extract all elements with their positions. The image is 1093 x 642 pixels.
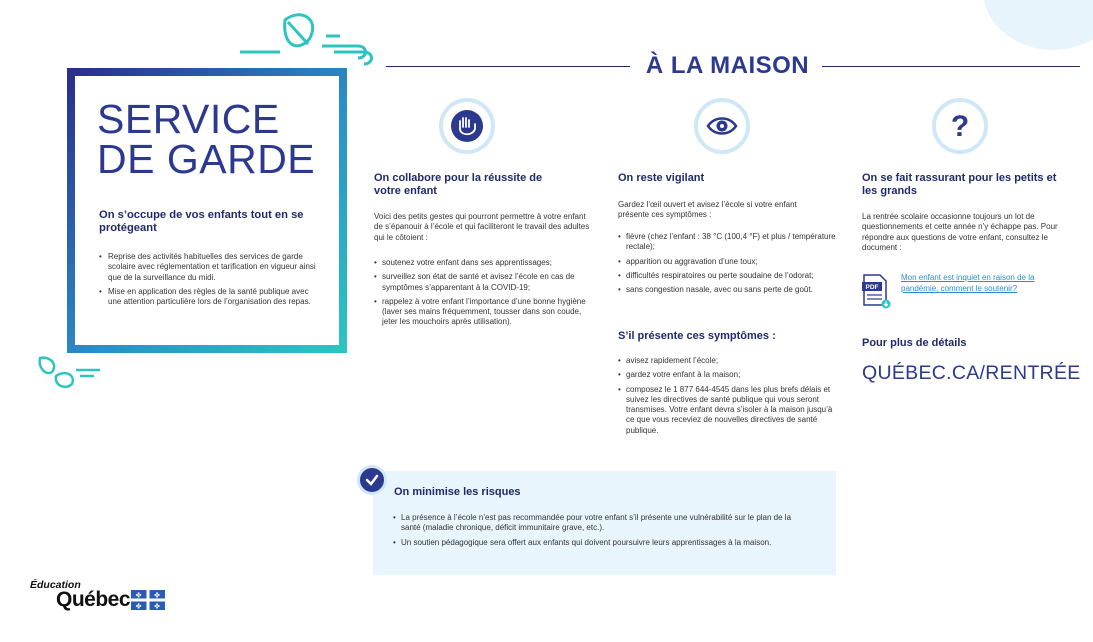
pdf-icon: [862, 273, 892, 309]
hand-heart-icon: [439, 98, 495, 154]
col2-intro: Gardez l’œil ouvert et avisez l’école si votre enfant présente ces symptômes :: [618, 200, 797, 220]
list-item: • soutenez votre enfant dans ses apprentissages;: [374, 258, 596, 268]
list-item: • surveillez son état de santé et avisez l’école en cas de symptômes s’apparentant à la COVID-19;: [374, 272, 596, 293]
svg-text:PDF: PDF: [865, 284, 879, 291]
website-url[interactable]: QUÉBEC.CA/RENTRÉE: [862, 362, 1081, 384]
logo-education: Éducation: [30, 579, 81, 591]
list-item: • avisez rapidement l’école;: [618, 356, 838, 366]
svg-text:✤: ✤: [154, 592, 160, 600]
more-details-title: Pour plus de détails: [862, 337, 967, 349]
leaf-wind-icon: [240, 8, 380, 66]
col2-subtitle: S’il présente ces symptômes :: [618, 330, 776, 342]
leaves-icon: [36, 354, 106, 390]
risk-title: On minimise les risques: [394, 486, 521, 498]
section-title: À LA MAISON: [645, 52, 810, 79]
list-item: • apparition ou aggravation d’une toux;: [618, 257, 838, 267]
header-rule-left: [386, 66, 630, 67]
quebec-flag-icon: [131, 590, 165, 610]
question-mark-icon: [932, 98, 988, 154]
check-icon: [357, 465, 387, 495]
service-list: [99, 252, 321, 311]
list-item: • Mise en application des règles de la santé publique avec une attention particulière lors de l’organisation des repas.: [99, 287, 321, 308]
svg-text:?: ?: [950, 110, 970, 143]
list-item: • gardez votre enfant à la maison;: [618, 370, 838, 380]
header-rule-right: [822, 66, 1080, 67]
list-item: • rappelez à votre enfant l’importance d’une bonne hygiène (laver ses mains fréquemment, tousser dans son coude, jeter les mouchoirs après utilisation).: [374, 297, 596, 328]
svg-text:✤: ✤: [135, 603, 142, 610]
list-item: • Reprise des activités habituelles des services de garde scolaire avec réglementation et tarification en vigueur ainsi que de la surveillance du midi.: [99, 252, 321, 283]
col1-intro: Voici des petits gestes qui pourront permettre à votre enfant de s’épanouir à l’école et qui faciliteront le travail des adultes qui le côtoient :: [374, 212, 590, 242]
col2-title: On reste vigilant: [618, 172, 705, 184]
list-item: • La présence à l’école n’est pas recommandée pour votre enfant s’il présente une vulnérabilité sur le plan de la santé (maladie chronique, déficit immunitaire grave, etc.).: [393, 513, 793, 534]
risk-list: [393, 513, 793, 552]
svg-text:✤: ✤: [135, 592, 142, 600]
list-item: • fièvre (chez l’enfant : 38 °C (100,4 °F) et plus / température rectale);: [618, 232, 838, 253]
col2-list2: [618, 356, 838, 440]
list-item: • composez le 1 877 644-4545 dans les plus brefs délais et suivez les directives de santé publique qui vous seront transmises. Votre enfant devra s’isoler à la maison jusqu’à ce que vous receviez de nouvelles directives de santé publique.: [618, 385, 838, 436]
list-item: • difficultés respiratoires ou perte soudaine de l’odorat;: [618, 271, 838, 281]
document-link[interactable]: Mon enfant est inquiet en raison de la pandémie, comment le soutenir?: [901, 273, 1035, 293]
col3-intro: La rentrée scolaire occasionne toujours un lot de questionnements et cette année n’y échappe pas. Pour répondre aux questions de votre enfant, consultez le document :: [862, 212, 1058, 252]
col1-title: On collabore pour la réussite de votre enfant: [374, 172, 543, 197]
col1-list: [374, 258, 596, 332]
list-item: • sans congestion nasale, avec ou sans perte de goût.: [618, 285, 838, 295]
logo-quebec: Québec: [56, 588, 131, 611]
service-title: SERVICE DE GARDE: [97, 96, 316, 182]
col2-list: [618, 232, 838, 299]
eye-icon: [694, 98, 750, 154]
service-subtitle: On s’occupe de vos enfants tout en se protégeant: [99, 209, 304, 234]
corner-decoration: [983, 0, 1093, 50]
col3-title: On se fait rassurant pour les petits et les grands: [862, 172, 1057, 197]
list-item: • Un soutien pédagogique sera offert aux enfants qui doivent poursuivre leurs apprentissages à la maison.: [393, 538, 793, 548]
svg-text:✤: ✤: [154, 603, 160, 610]
